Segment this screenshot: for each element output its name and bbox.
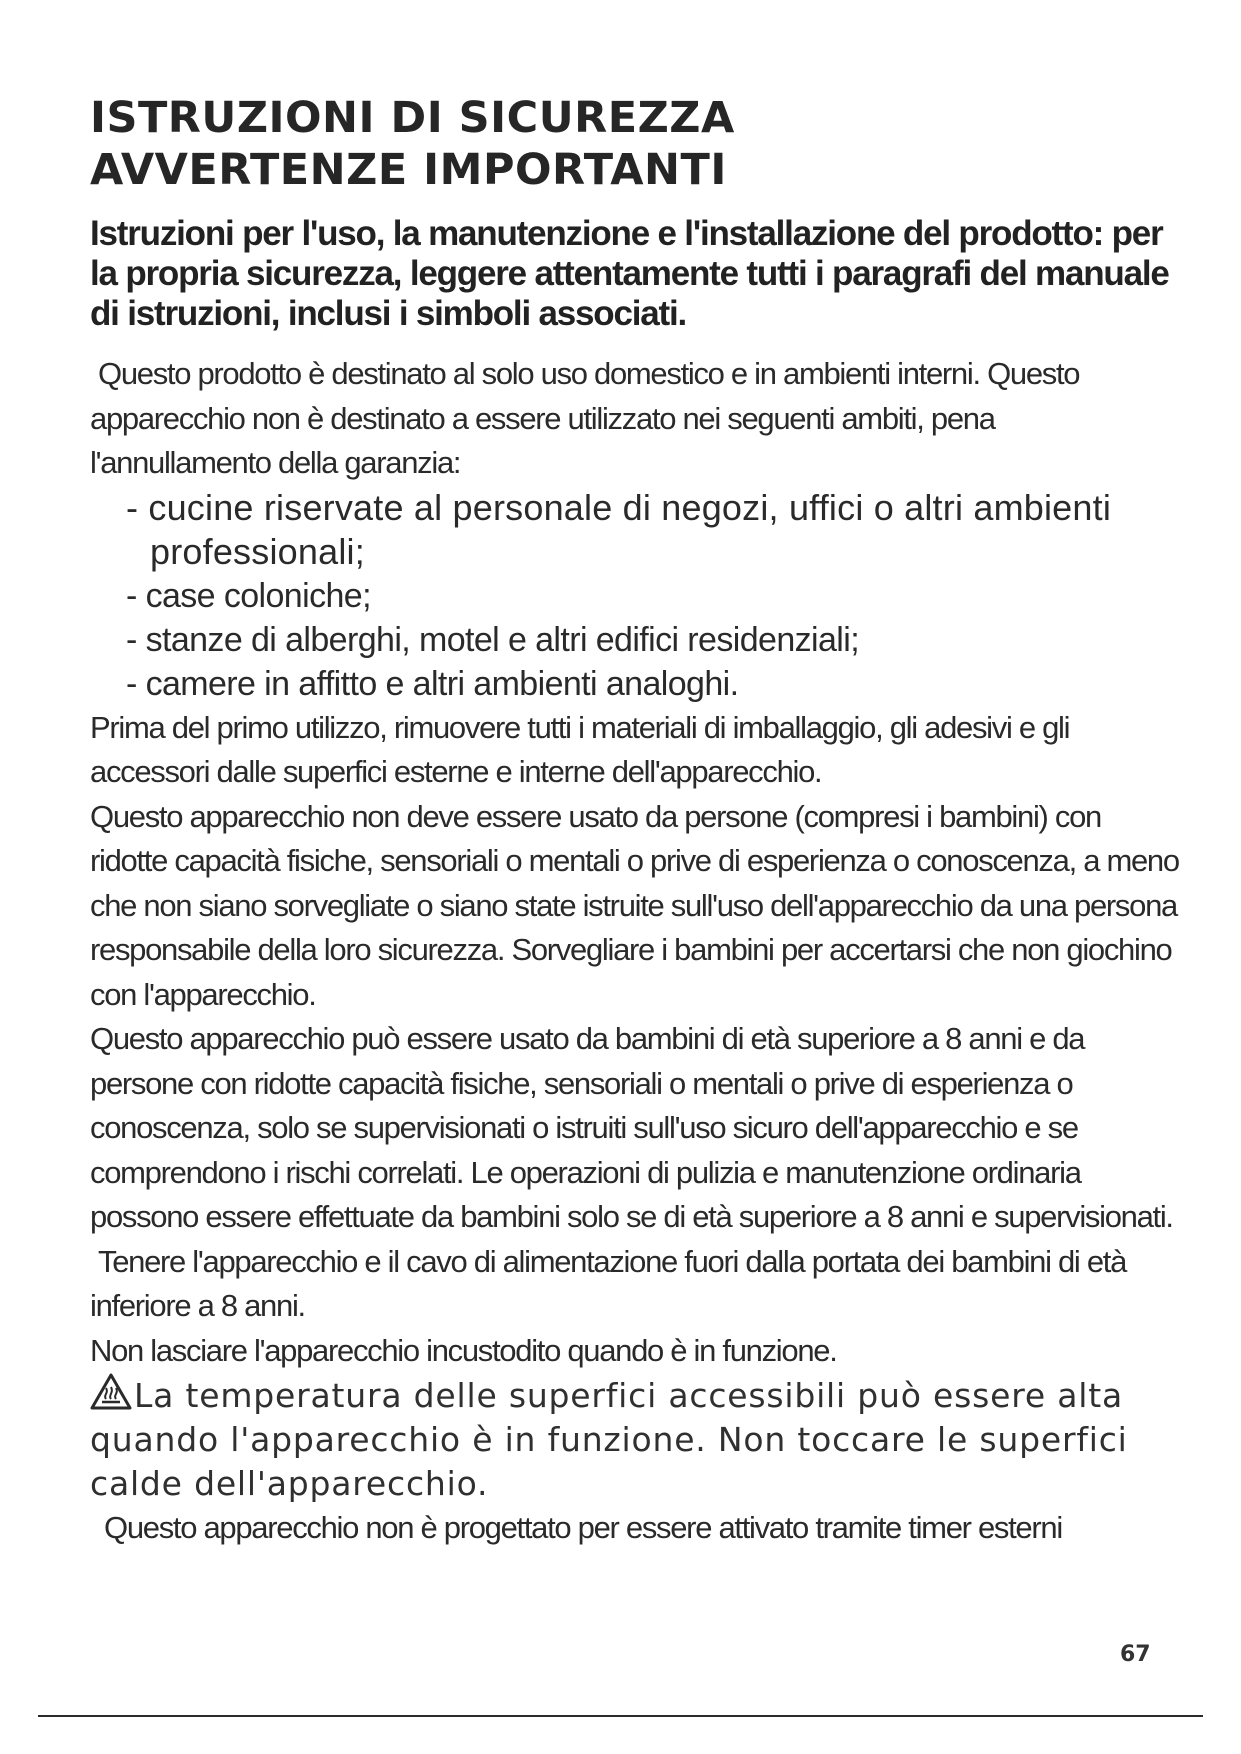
- paragraph-cord: Tenere l'apparecchio e il cavo di alimentazione fuori dalla portata dei bambini di età inferiore a 8 anni.: [90, 1243, 1127, 1323]
- title-line-2: AVVERTENZE IMPORTANTI: [90, 145, 727, 195]
- list-item: - camere in affitto e altri ambienti analoghi.: [126, 664, 739, 703]
- excluded-uses-list: [90, 486, 1180, 706]
- list-item: - cucine riservate al personale di negozi, uffici o altri ambienti: [126, 486, 1112, 528]
- intro-paragraph: Questo prodotto è destinato al solo uso domestico e in ambienti interni. Questo apparecchio non è destinato a essere utilizzato nei seguenti ambiti, pena l'annullamento della garanzia:: [90, 356, 1080, 480]
- hot-surface-warning-icon: [90, 1373, 132, 1411]
- list-item: - stanze di alberghi, motel e altri edifici residenziali;: [126, 620, 860, 659]
- page-title: [90, 92, 735, 196]
- bottom-rule: [38, 1715, 1203, 1717]
- list-item-continuation-text: professionali;: [150, 530, 365, 572]
- list-item-continuation: [90, 530, 1180, 574]
- subtitle: Istruzioni per l'uso, la manutenzione e l'installazione del prodotto: per la propria sicurezza, leggere attentamente tutti i paragrafi del manuale di istruzioni, inclusi i simboli associati.: [90, 214, 1169, 333]
- list-item: - case coloniche;: [126, 576, 371, 615]
- paragraph-unattended: Non lasciare l'apparecchio incustodito quando è in funzione.: [90, 1332, 837, 1368]
- paragraph-external-timers: Questo apparecchio non è progettato per essere attivato tramite timer esterni: [104, 1510, 1062, 1545]
- paragraph-packaging: Prima del primo utilizzo, rimuovere tutti i materiali di imballaggio, gli adesivi e gli accessori dalle superfici esterne e interne dell'apparecchio.: [90, 709, 1070, 789]
- paragraph-children: Questo apparecchio può essere usato da bambini di età superiore a 8 anni e da persone con ridotte capacità fisiche, sensoriali o mentali o prive di esperienza o conoscenza, solo se supervisionati o istruiti sull'uso sicuro dell'apparecchio e se comprendono i rischi correlati. Le operazioni di pulizia e manutenzione ordinaria possono essere effettuate da bambini solo se di età superiore a 8 anni e supervisionati.: [90, 1021, 1173, 1234]
- title-line-1: ISTRUZIONI DI SICUREZZA: [90, 93, 735, 143]
- body-text: [90, 352, 1180, 1551]
- paragraph-restricted-users: Questo apparecchio non deve essere usato da persone (compresi i bambini) con ridotte capacità fisiche, sensoriali o mentali o prive di esperienza o conoscenza, a meno che non siano sorvegliate o siano state istruite sull'uso dell'apparecchio da una persona responsabile della loro sicurezza. Sorvegliare i bambini per accertarsi che non giochino con l'apparecchio.: [90, 798, 1179, 1012]
- page-number: 67: [1120, 1642, 1151, 1667]
- hot-surface-warning-text: La temperatura delle superfici accessibili può essere alta quando l'apparecchio è in funzione. Non toccare le superfici calde dell'apparecchio.: [90, 1376, 1128, 1503]
- hot-surface-warning: [90, 1373, 1180, 1506]
